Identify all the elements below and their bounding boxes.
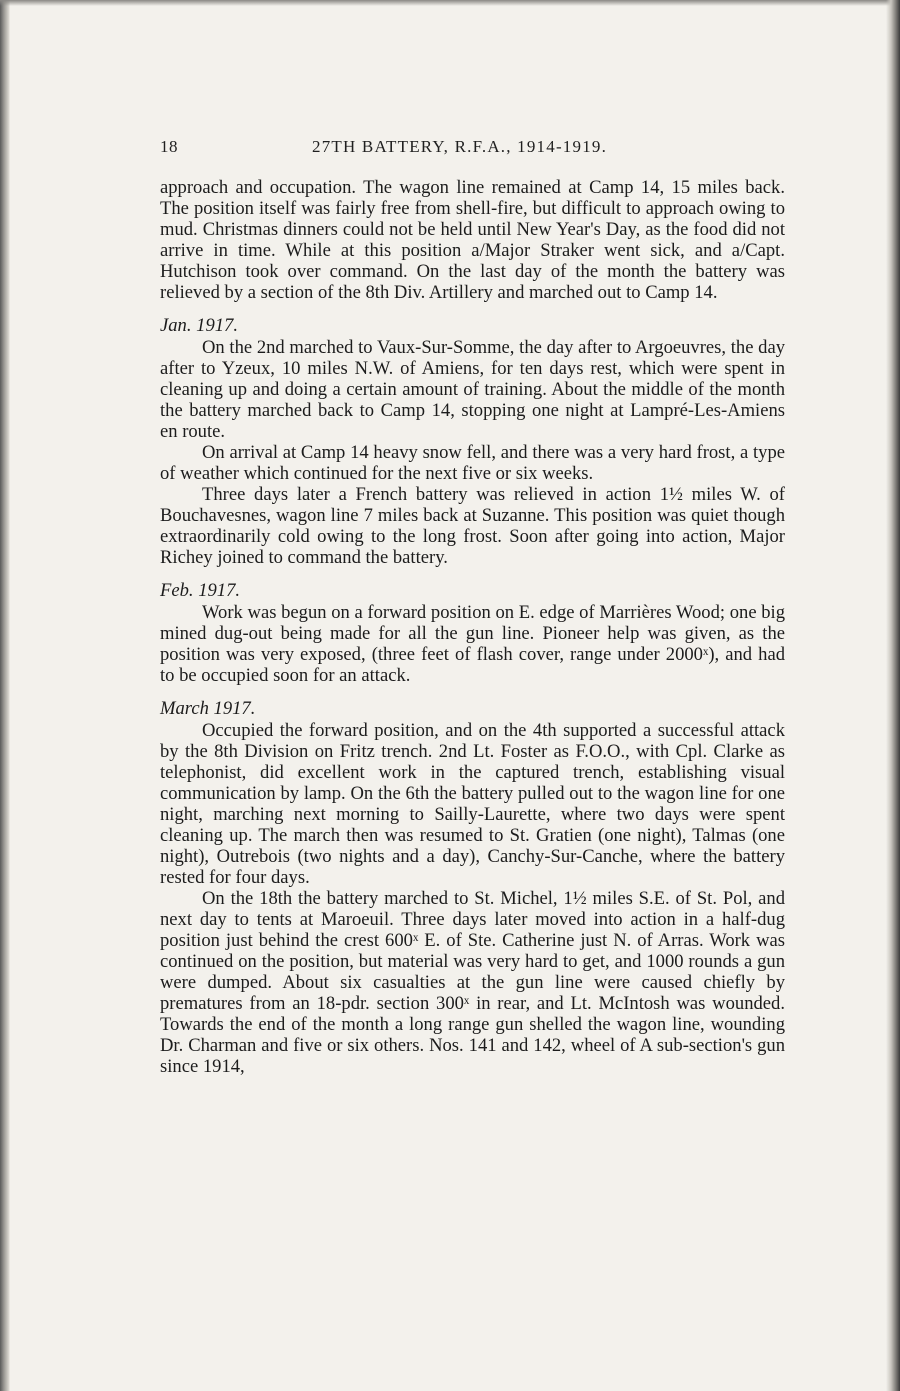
paragraph: On the 18th the battery marched to St. Michel, 1½ miles S.E. of St. Pol, and next day to tents at Maroeuil. Three days later moved into action in a half-dug position just behind the crest 600ˣ E. of Ste. Catherine just N. of Arras. Work was continued on the position, but material was very hard to get, and 1000 rounds a gun were dumped. About six casualties at the gun line were caused chiefly by prematures from an 18-pdr. section 300ˣ in rear, and Lt. McIntosh was wounded. Towards the end of the month a long range gun shelled the wagon line, wounding Dr. Charman and five or six others. Nos. 141 and 142, wheel of A sub-section's gun since 1914, bbox=[160, 888, 785, 1077]
paragraph: On arrival at Camp 14 heavy snow fell, and there was a very hard frost, a type of weather which continued for the next five or six weeks. bbox=[160, 442, 785, 484]
page-header bbox=[160, 137, 785, 165]
body-text bbox=[160, 177, 785, 1077]
section-heading-feb-1917: Feb. 1917. bbox=[160, 580, 241, 601]
paragraph: On the 2nd marched to Vaux-Sur-Somme, the day after to Argoeuvres, the day after to Yzeux, 10 miles N.W. of Amiens, for ten days rest, which were spent in cleaning up and doing a certain amount of training. About the middle of the month the battery marched back to Camp 14, stopping one night at Lampré-Les-Amiens en route. bbox=[160, 337, 785, 442]
paragraph: Three days later a French battery was relieved in action 1½ miles W. of Bouchavesnes, wagon line 7 miles back at Suzanne. This position was quiet though extraordinarily cold owing to the long frost. Soon after going into action, Major Richey joined to command the battery. bbox=[160, 484, 785, 568]
page-edge-left bbox=[0, 0, 10, 1391]
page-edge-right bbox=[886, 0, 900, 1391]
opening-paragraph: approach and occupation. The wagon line remained at Camp 14, 15 miles back. The position itself was fairly free from shell-fire, but difficult to approach owing to mud. Christmas dinners could not be held until New Year's Day, as the food did not arrive in time. While at this position a/Major Straker went sick, and a/Capt. Hutchison took over command. On the last day of the month the battery was relieved by a section of the 8th Div. Artillery and marched out to Camp 14. bbox=[160, 177, 785, 303]
section-heading-march-1917: March 1917. bbox=[160, 698, 256, 719]
paragraph: Work was begun on a forward position on E. edge of Marrières Wood; one big mined dug-out being made for all the gun line. Pioneer help was given, as the position was very exposed, (three feet of flash cover, range under 2000ˣ), and had to be occupied soon for an attack. bbox=[160, 602, 785, 686]
section-heading-jan-1917: Jan. 1917. bbox=[160, 315, 238, 336]
page-number: 18 bbox=[160, 137, 178, 156]
page-edge-top bbox=[0, 0, 900, 6]
paragraph: Occupied the forward position, and on the 4th supported a successful attack by the 8th Division on Fritz trench. 2nd Lt. Foster as F.O.O., with Cpl. Clarke as telephonist, did excellent work in the captured trench, establishing visual communication by lamp. On the 6th the battery pulled out to the wagon line for one night, marching next morning to Sailly-Laurette, where two days were spent cleaning up. The march then was resumed to St. Gratien (one night), Talmas (one night), Outrebois (two nights and a day), Canchy-Sur-Canche, where the battery rested for four days. bbox=[160, 720, 785, 888]
running-head: 27TH BATTERY, R.F.A., 1914-1919. bbox=[312, 137, 608, 156]
